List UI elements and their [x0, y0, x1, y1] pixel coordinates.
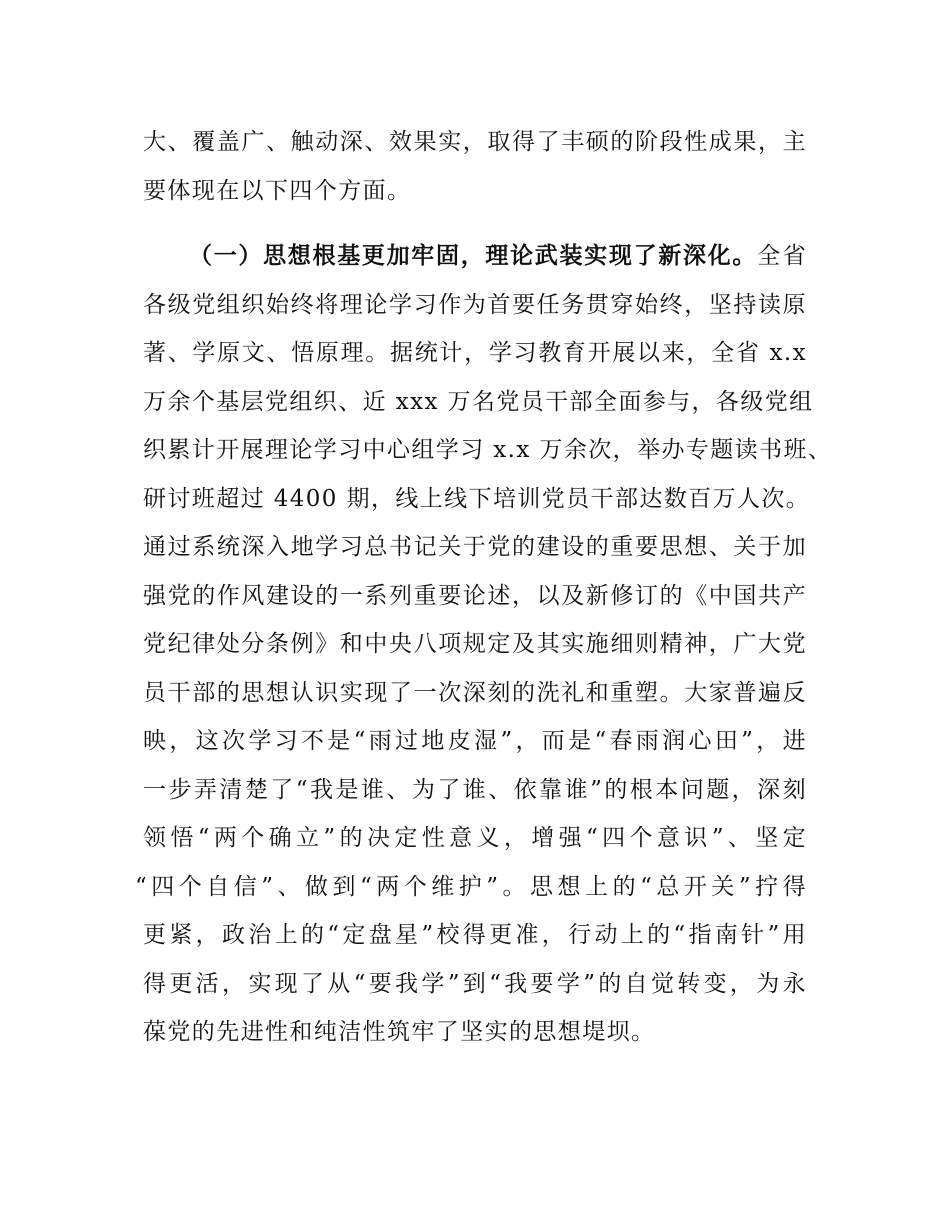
text-line: 映，这次学习不是“雨过地皮湿”，而是“春雨润心田”，进 — [143, 728, 807, 754]
text-line: 著、学原文、悟原理。据统计，学习教育开展以来，全省 x.x — [143, 340, 807, 366]
text-line: 葆党的先进性和纯洁性筑牢了坚实的思想堤坝。 — [143, 1019, 656, 1045]
heading-line-tail: 全省 — [757, 243, 807, 269]
section-heading: （一）思想根基更加牢固，理论武装实现了新深化。 — [189, 243, 758, 269]
text-line: 一步弄清楚了“我是谁、为了谁、依靠谁”的根本问题，深刻 — [143, 776, 807, 803]
text-line: 更紧，政治上的“定盘星”校得更准，行动上的“指南针”用 — [143, 922, 807, 948]
document-body — [135, 118, 833, 1057]
text-line: 强党的作风建设的一系列重要论述，以及新修订的《中国共产 — [143, 582, 807, 609]
text-line: 得更活，实现了从“要我学”到“我要学”的自觉转变，为永 — [143, 970, 807, 997]
paragraph-spacer — [143, 215, 807, 232]
text-line: 党纪律处分条例》和中央八项规定及其实施细则精神，广大党 — [143, 631, 807, 657]
text-line: 大、覆盖广、触动深、效果实，取得了丰硕的阶段性成果，主 — [143, 129, 807, 155]
text-line: 要体现在以下四个方面。 — [143, 177, 412, 204]
paragraph-intro-conclusion — [143, 118, 807, 215]
paragraph-section-one — [135, 232, 833, 1057]
text-line: 员干部的思想认识实现了一次深刻的洗礼和重塑。大家普遍反 — [143, 679, 807, 706]
text-line: 领悟“两个确立”的决定性意义，增强“四个意识”、坚定 — [143, 825, 807, 851]
text-line: 通过系统深入地学习总书记关于党的建设的重要思想、关于加 — [143, 534, 807, 560]
section-heading-line — [143, 232, 807, 281]
text-line: 织累计开展理论学习中心组学习 x.x 万余次，举办专题读书班、 — [143, 437, 833, 463]
text-line: 万余个基层党组织、近 xxx 万名党员干部全面参与，各级党组 — [143, 388, 814, 415]
text-line: “四个自信”、做到“两个维护”。思想上的“总开关”拧得 — [135, 873, 807, 900]
text-line: 各级党组织始终将理论学习作为首要任务贯穿始终，坚持读原 — [143, 291, 807, 318]
text-line: 研讨班超过 4400 期，线上线下培训党员干部达数百万人次。 — [143, 485, 811, 512]
